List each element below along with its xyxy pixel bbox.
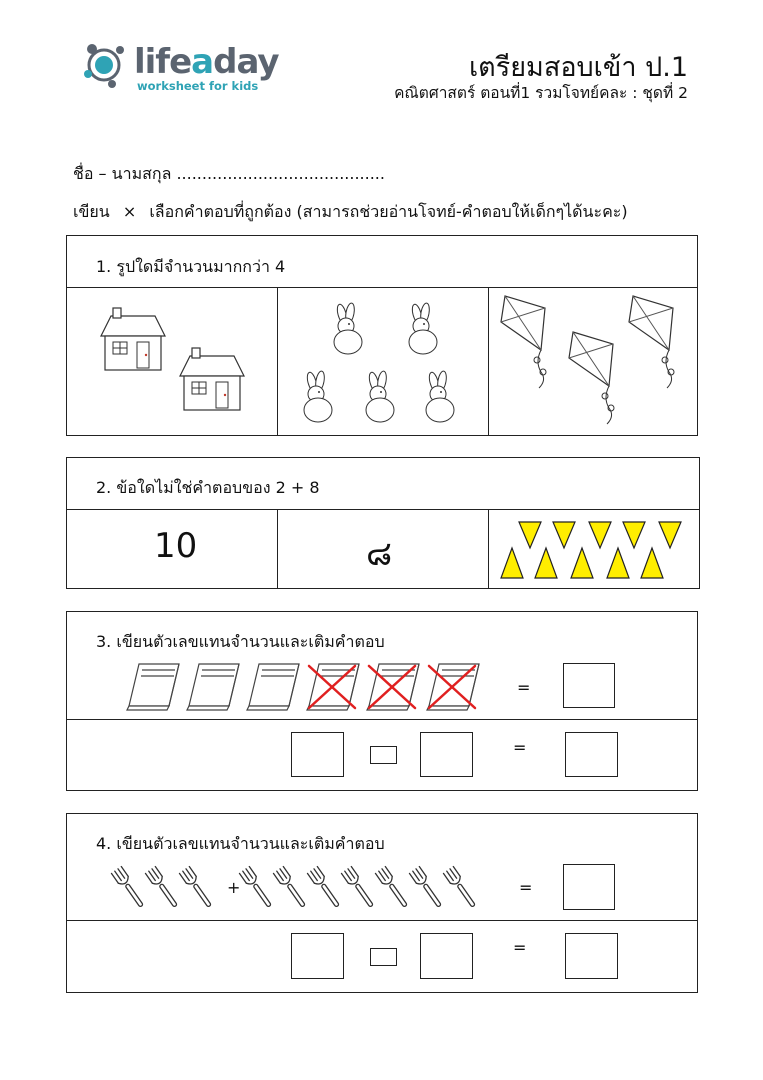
cross-mark-icon: × [122, 202, 137, 221]
rabbit-icon [328, 304, 368, 356]
fork-icon [239, 867, 274, 910]
kite-icon [497, 292, 569, 392]
logo-text-accent: a [191, 42, 214, 82]
equals-sign: = [519, 878, 533, 897]
logo-text-main: life [134, 42, 192, 82]
logo-tagline: worksheet for kids [137, 79, 259, 93]
book-icon [187, 664, 239, 710]
choice-2c-triangles[interactable] [489, 510, 699, 588]
answer-box-count[interactable] [563, 864, 615, 910]
answer-box-result[interactable] [565, 732, 618, 777]
equals-sign: = [517, 678, 531, 697]
yellow-triangle-icon [571, 548, 593, 578]
fork-icon [375, 867, 410, 910]
question-1-header [67, 236, 697, 288]
fork-icon [111, 867, 146, 910]
book-icon [247, 664, 299, 710]
choice-1c-kites[interactable] [489, 288, 697, 435]
fork-icon [307, 867, 342, 910]
answer-box-operand-2[interactable] [420, 933, 473, 979]
fork-icon [273, 867, 308, 910]
house-icon [178, 348, 246, 412]
kite-icon [625, 292, 697, 392]
instruction-text: เลือกคำตอบที่ถูกต้อง (สามารถช่วยอ่านโจทย์-คำตอบให้เด็กๆได้นะคะ) [149, 202, 628, 221]
name-line: ชื่อ – นามสกุล ......................................... [73, 164, 385, 183]
house-icon [99, 308, 167, 372]
choice-2b[interactable] [278, 510, 489, 588]
rabbit-icon [360, 372, 400, 424]
operator-box[interactable] [370, 746, 397, 764]
plus-sign: + [227, 878, 241, 897]
yellow-triangle-icon [589, 522, 611, 548]
forks-group-b [245, 864, 495, 914]
answer-box-operand-1[interactable] [291, 732, 344, 777]
fork-icon [145, 867, 180, 910]
triangles-group [501, 518, 687, 582]
yellow-triangle-icon [641, 548, 663, 578]
logo-text-rest: day [213, 42, 279, 82]
fork-icon [341, 867, 376, 910]
answer-box-count[interactable] [563, 663, 615, 708]
answer-box-operand-1[interactable] [291, 933, 344, 979]
rabbit-icon [420, 372, 460, 424]
question-4-header [67, 814, 697, 921]
book-icon [127, 664, 179, 710]
equals-sign: = [513, 738, 527, 757]
answer-box-result[interactable] [565, 933, 618, 979]
choice-1b-rabbits[interactable] [278, 288, 489, 435]
page-title: เตรียมสอบเข้า ป.1 [468, 52, 688, 83]
books-group [125, 662, 485, 712]
question-2-text: 2. ข้อใดไม่ใช่คำตอบของ 2 + 8 [96, 478, 320, 497]
choice-2b-text: ๘ [366, 534, 393, 574]
page-subtitle: คณิตศาสตร์ ตอนที่1 รวมโจทย์คละ : ชุดที่ 2 [394, 84, 688, 102]
choice-2a[interactable] [67, 510, 278, 588]
yellow-triangle-icon [623, 522, 645, 548]
question-2-header [67, 458, 699, 510]
answer-box-operand-2[interactable] [420, 732, 473, 777]
question-1-box [66, 235, 698, 436]
question-3-header [67, 612, 697, 720]
rabbit-icon [403, 304, 443, 356]
question-4-box [66, 813, 698, 993]
instruction-prefix: เขียน [73, 202, 110, 221]
yellow-triangle-icon [607, 548, 629, 578]
choice-1a-houses[interactable] [67, 288, 278, 435]
question-3-box [66, 611, 698, 791]
equals-sign: = [513, 938, 527, 957]
yellow-triangle-icon [501, 548, 523, 578]
fork-icon [409, 867, 444, 910]
operator-box[interactable] [370, 948, 397, 966]
fork-icon [179, 867, 214, 910]
yellow-triangle-icon [535, 548, 557, 578]
rabbit-icon [298, 372, 338, 424]
question-1-text: 1. รูปใดมีจำนวนมากกว่า 4 [96, 257, 286, 276]
yellow-triangle-icon [519, 522, 541, 548]
fork-icon [443, 867, 478, 910]
yellow-triangle-icon [553, 522, 575, 548]
logo-wordmark [134, 42, 279, 82]
yellow-triangle-icon [659, 522, 681, 548]
question-3-text: 3. เขียนตัวเลขแทนจำนวนและเติมคำตอบ [96, 632, 385, 651]
instruction-line [73, 200, 628, 225]
logo-icon [82, 40, 132, 90]
forks-group-a [117, 864, 227, 914]
question-4-text: 4. เขียนตัวเลขแทนจำนวนและเติมคำตอบ [96, 834, 385, 853]
choice-2a-text: 10 [154, 526, 198, 566]
question-2-box [66, 457, 700, 589]
